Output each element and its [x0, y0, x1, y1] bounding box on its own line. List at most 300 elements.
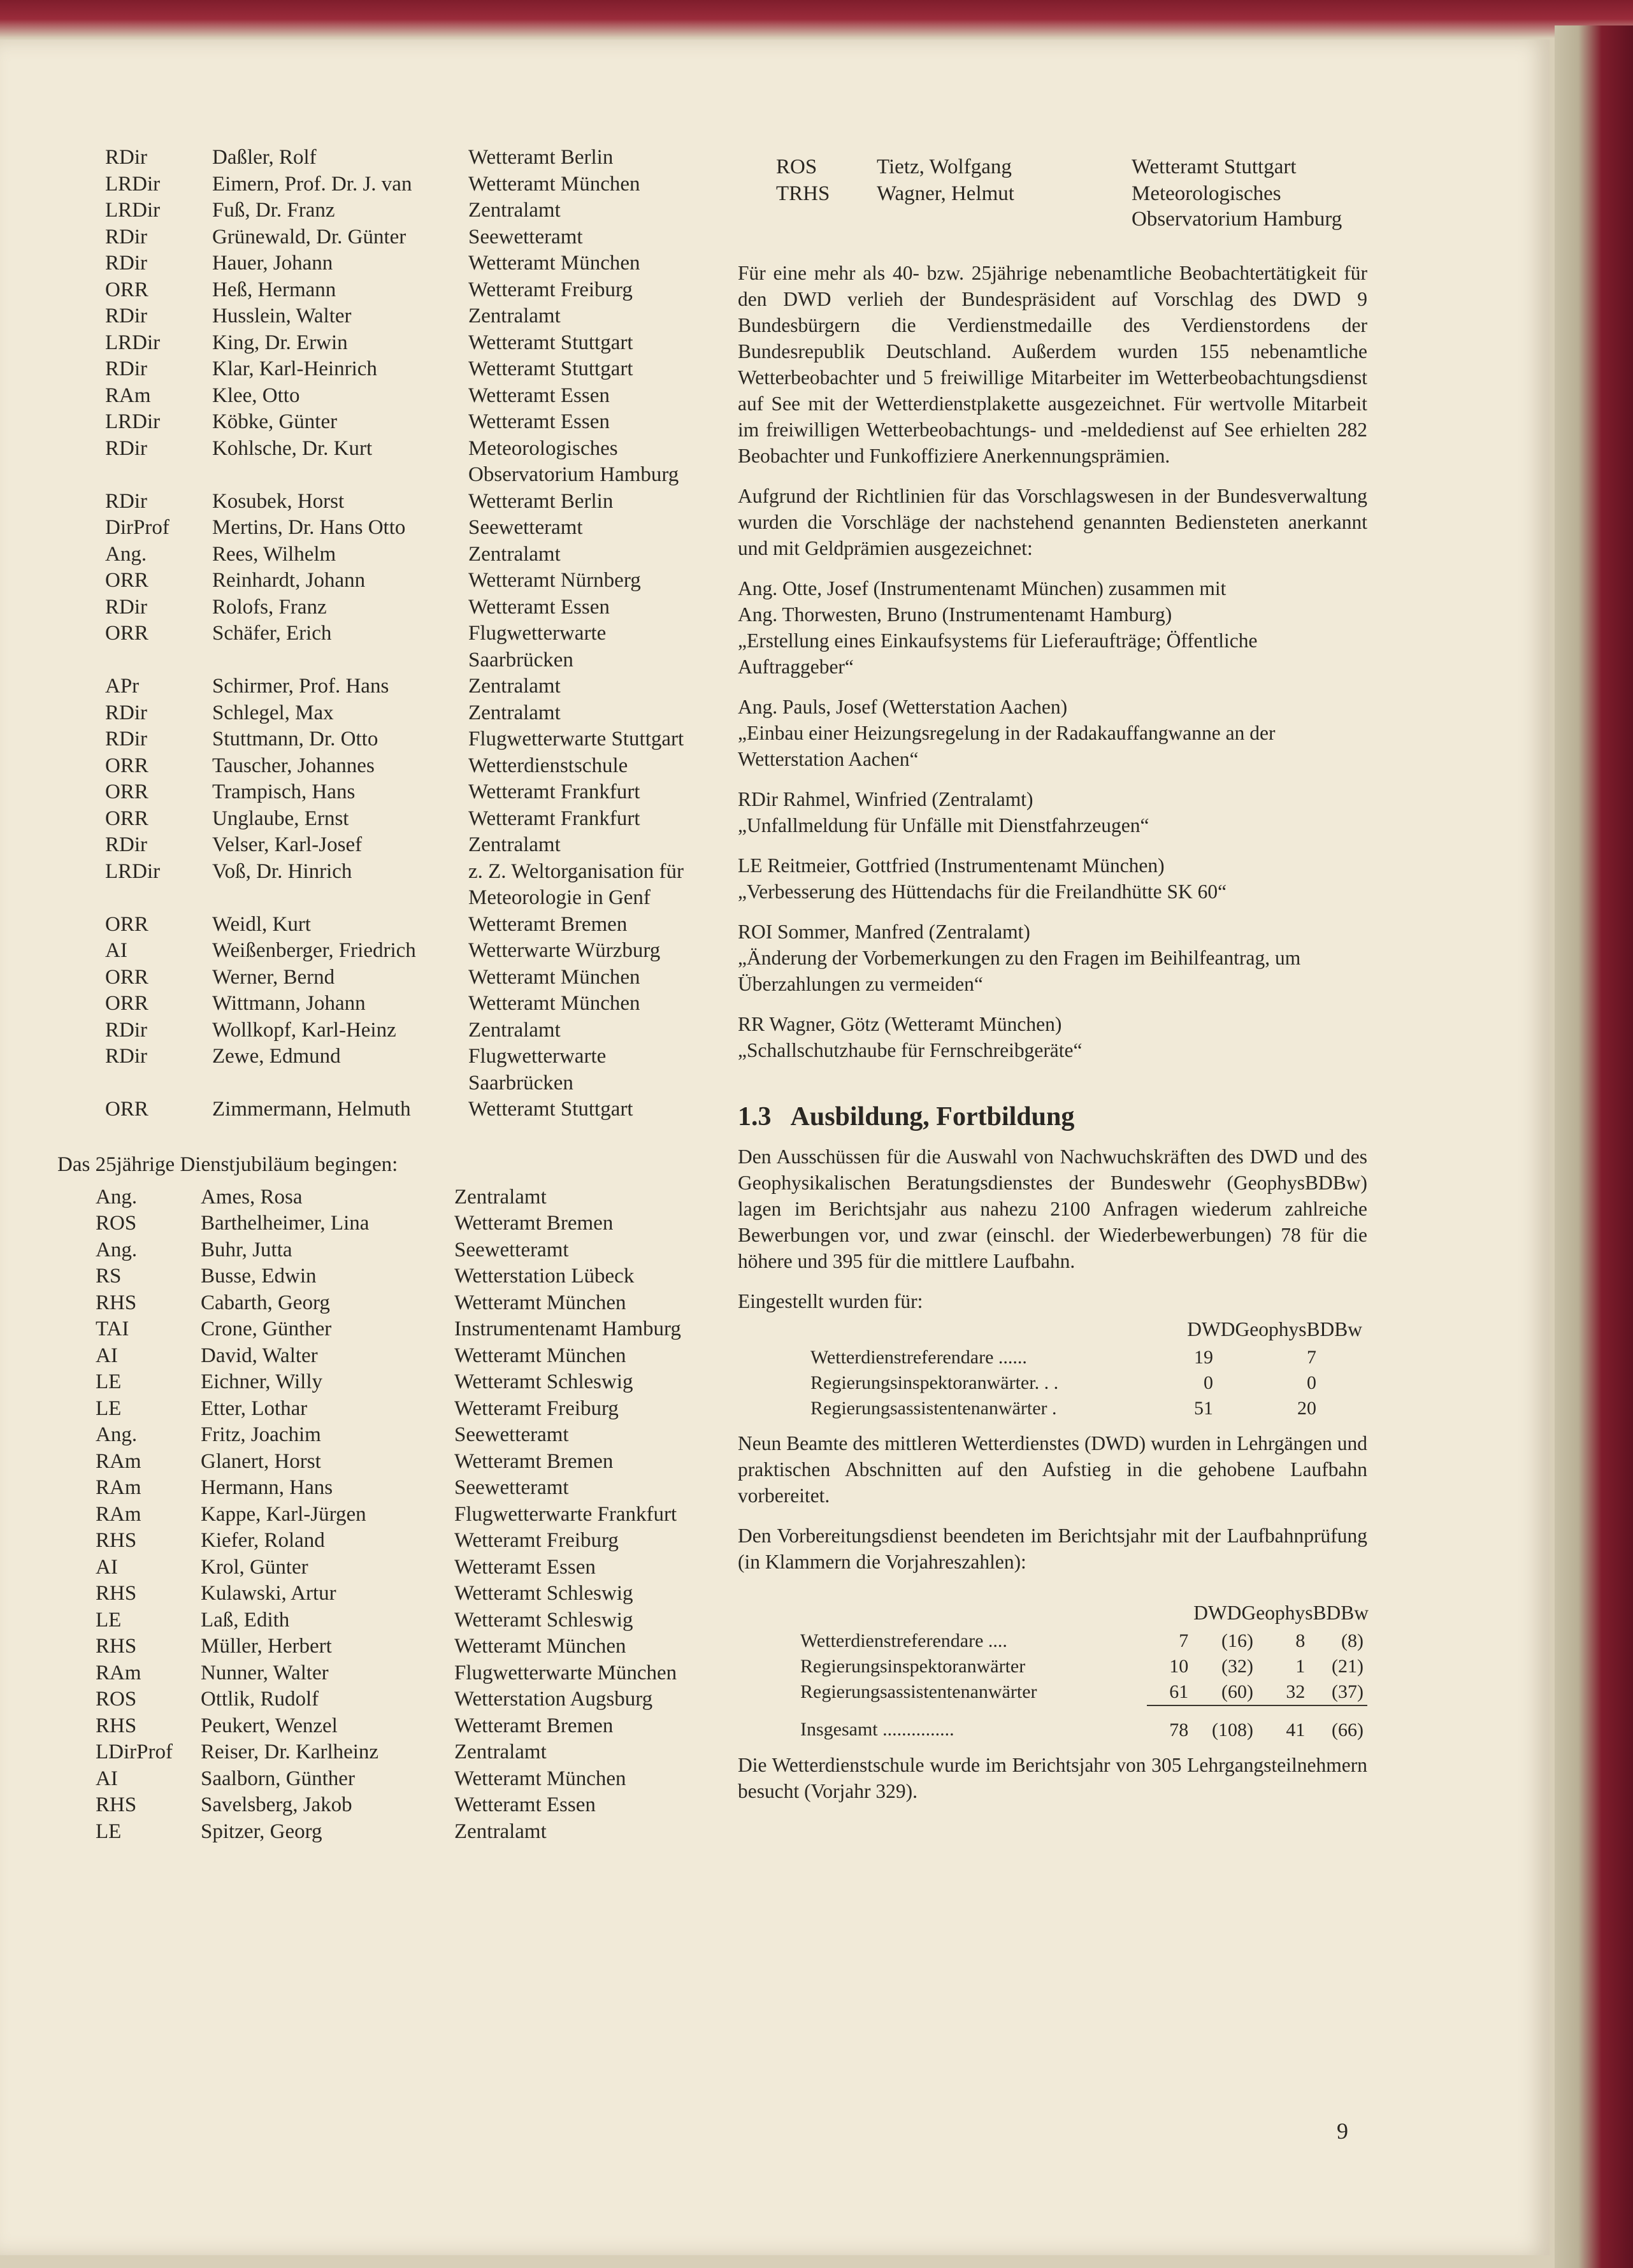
- row-label: Wetterdienstreferendare ....: [800, 1630, 1007, 1651]
- row-label: Wetterdienstreferendare ......: [810, 1346, 1027, 1368]
- person-office: z. Z. Weltorganisation für Meteorologie in Genf: [468, 859, 684, 909]
- list-item: [57, 1290, 707, 1317]
- person-office: Zentralamt: [454, 1185, 547, 1209]
- person-name: David, Walter: [201, 1344, 318, 1367]
- list-item: [57, 1184, 707, 1211]
- dwd-value: 7: [1179, 1630, 1189, 1651]
- person-title: ROS: [776, 155, 817, 178]
- list-item: [57, 197, 707, 224]
- person-name: Eichner, Willy: [201, 1370, 323, 1393]
- row-label: Insgesamt ...............: [800, 1719, 954, 1740]
- table-row: [796, 1679, 1367, 1705]
- training-paragraph-2: Neun Beamte des mittleren Wetterdienstes (DWD) wurden in Lehrgängen und praktischen Abschnitten auf den Aufstieg in die gehobene Laufbahn vorbereitet.: [738, 1432, 1367, 1507]
- person-title: RDir: [105, 252, 147, 275]
- person-name: Zewe, Edmund: [212, 1045, 341, 1068]
- list-item: [57, 330, 707, 357]
- person-name: Klee, Otto: [212, 384, 300, 407]
- row-label: Regierungsinspektoranwärter. . .: [810, 1372, 1059, 1393]
- list-item: [57, 1263, 707, 1290]
- person-title: ROS: [96, 1212, 137, 1235]
- dwd-value: 61: [1147, 1679, 1193, 1705]
- list-item: [57, 515, 707, 542]
- left-column: [57, 145, 707, 1845]
- proposal-line2: Ang. Thorwesten, Bruno (Instrumentenamt Hamburg): [738, 603, 1172, 626]
- list-item: [57, 594, 707, 621]
- person-title: ORR: [105, 965, 148, 989]
- person-office: Wetteramt Freiburg: [454, 1396, 619, 1420]
- row-label: Regierungsassistentenanwärter: [800, 1681, 1037, 1702]
- list-item: [57, 1554, 707, 1581]
- person-office: Wetteramt Schleswig: [454, 1370, 633, 1393]
- dwd-prev-value: (108): [1211, 1719, 1253, 1740]
- person-name: Müller, Herbert: [201, 1635, 332, 1658]
- person-name: Laß, Edith: [201, 1608, 290, 1632]
- person-name: Ottlik, Rudolf: [201, 1688, 319, 1711]
- list-item: [57, 1792, 707, 1819]
- proposal-line1: ROI Sommer, Manfred (Zentralamt): [738, 920, 1030, 943]
- person-title: RDir: [105, 595, 147, 619]
- person-title: RDir: [105, 225, 147, 248]
- list-item: [57, 568, 707, 594]
- person-office: Zentralamt: [468, 199, 561, 222]
- proposal-line2: „Änderung der Vorbemerkungen zu den Fragen im Beihilfeantrag, um Überzahlungen zu vermeiden“: [738, 946, 1301, 995]
- table2: [796, 1628, 1367, 1743]
- total-row: [796, 1705, 1367, 1743]
- person-office: Zentralamt: [468, 833, 561, 856]
- list-item: [57, 542, 707, 568]
- person-name: Grünewald, Dr. Günter: [212, 225, 406, 248]
- person-title: TAI: [96, 1317, 129, 1340]
- dwd-value: 10: [1169, 1655, 1189, 1677]
- list-item: [57, 912, 707, 938]
- list-item: [57, 1316, 707, 1343]
- person-office: Zentralamt: [468, 701, 561, 724]
- person-office: Wetteramt Bremen: [468, 912, 628, 936]
- person-office: Instrumentenamt Hamburg: [454, 1317, 681, 1340]
- person-title: LDirProf: [96, 1740, 173, 1763]
- table-row: [807, 1345, 1320, 1370]
- person-office: Wetteramt München: [468, 172, 640, 196]
- person-office: Wetterdienstschule: [468, 754, 628, 777]
- person-office: Wetterstation Augsburg: [454, 1688, 653, 1711]
- person-name: Barthelheimer, Lina: [201, 1212, 370, 1235]
- list-item: [57, 145, 707, 171]
- list-item: [57, 303, 707, 330]
- proposal-line3: „Erstellung eines Einkaufsystems für Lieferaufträge; Öffentliche Auftraggeber“: [738, 629, 1258, 678]
- page-number: 9: [1337, 2118, 1348, 2144]
- dwd-prev-value: (32): [1221, 1655, 1253, 1677]
- person-office: Wetteramt Essen: [468, 384, 610, 407]
- person-office: Wetteramt Freiburg: [454, 1529, 619, 1552]
- book-cover-top: [0, 0, 1633, 38]
- person-name: Krol, Günter: [201, 1555, 308, 1579]
- person-title: RDir: [105, 1018, 147, 1042]
- list-item: [57, 383, 707, 410]
- person-name: Spitzer, Georg: [201, 1819, 322, 1843]
- geophys-prev-value: (37): [1309, 1679, 1367, 1705]
- list-item: [57, 1210, 707, 1237]
- person-name: Nunner, Walter: [201, 1661, 329, 1684]
- person-title: AI: [96, 1344, 118, 1367]
- geophys-value: 1: [1295, 1655, 1306, 1677]
- person-title: LRDir: [105, 331, 161, 354]
- person-office: Zentralamt: [468, 1018, 561, 1042]
- person-title: RHS: [96, 1291, 137, 1314]
- list-item: [57, 250, 707, 277]
- person-title: ORR: [105, 278, 148, 301]
- person-office: Zentralamt: [454, 1740, 547, 1763]
- list-item: [57, 806, 707, 833]
- person-office: Wetteramt Stuttgart: [468, 331, 633, 354]
- proposal-item: [738, 694, 1367, 772]
- dwd-value: 78: [1169, 1719, 1189, 1740]
- person-title: AI: [96, 1767, 118, 1790]
- person-name: Hermann, Hans: [201, 1476, 333, 1499]
- eingestellt-label: Eingestellt wurden für:: [738, 1289, 923, 1312]
- list-item: [57, 621, 707, 673]
- list-item: [57, 1502, 707, 1528]
- list-item: [57, 1819, 707, 1846]
- person-name: King, Dr. Erwin: [212, 331, 348, 354]
- person-name: Crone, Günther: [201, 1317, 332, 1340]
- person-office: Zentralamt: [454, 1819, 547, 1843]
- row-label: Regierungsassistentenanwärter .: [810, 1397, 1057, 1419]
- person-office: Flugwetterwarte München: [454, 1661, 677, 1684]
- person-office: Meteorologisches Observatorium Hamburg: [468, 436, 679, 486]
- person-name: Unglaube, Ernst: [212, 807, 349, 830]
- list-item: [57, 277, 707, 304]
- list-item: [57, 171, 707, 198]
- person-office: Wetterstation Lübeck: [454, 1265, 635, 1288]
- list-item: [57, 1528, 707, 1554]
- person-office: Wetteramt Essen: [454, 1555, 596, 1579]
- proposal-item: [738, 919, 1367, 997]
- person-title: RDir: [105, 833, 147, 856]
- person-name: Reiser, Dr. Karlheinz: [201, 1740, 379, 1763]
- geophys-value: 7: [1307, 1346, 1316, 1368]
- training-paragraph-1: Den Ausschüssen für die Auswahl von Nachwuchskräften des DWD und des Geophysikalischen Beratungsdienstes der Bundeswehr (GeophysBDBw) lagen im Berichtsjahr aus nahezu 2100 Anfragen wiederum zahlreiche Bewerbungen vor, und zwar (einschl. der Wiederbewerbungen) 78 für die höhere und 395 für die mittlere Laufbahn.: [738, 1145, 1367, 1272]
- person-name: Saalborn, Günther: [201, 1767, 355, 1790]
- dwd-prev-value: (60): [1192, 1679, 1257, 1705]
- list-item: [57, 1017, 707, 1044]
- list-item: [57, 1449, 707, 1475]
- proposal-item: [738, 575, 1367, 680]
- proposal-item: [738, 1011, 1367, 1063]
- dwd-prev-value: (16): [1221, 1630, 1253, 1651]
- table2-header: DWDGeophysBDBw: [1193, 1601, 1369, 1624]
- person-office: Flugwetterwarte Saarbrücken: [468, 622, 607, 671]
- training-paragraph-3: Den Vorbereitungsdienst beendeten im Berichtsjahr mit der Laufbahnprüfung (in Klammern die Vorjahreszahlen):: [738, 1524, 1367, 1573]
- person-office: Wetteramt Essen: [468, 410, 610, 433]
- proposal-line2: „Schallschutzhaube für Fernschreibgeräte“: [738, 1038, 1083, 1061]
- person-office: Wetteramt Frankfurt: [468, 807, 640, 830]
- retirees-list: [57, 145, 707, 1123]
- person-name: Kulawski, Artur: [201, 1582, 336, 1605]
- person-office: Wetterwarte Würzburg: [468, 939, 661, 962]
- person-title: RHS: [96, 1793, 137, 1816]
- person-office: Flugwetterwarte Saarbrücken: [468, 1045, 607, 1095]
- list-item: [57, 938, 707, 965]
- person-office: Seewetteramt: [454, 1423, 569, 1446]
- person-name: Hauer, Johann: [212, 252, 333, 275]
- person-name: Mertins, Dr. Hans Otto: [212, 516, 406, 539]
- list-item: [57, 1396, 707, 1423]
- geophys-prev-value: (8): [1341, 1630, 1363, 1651]
- person-title: Ang.: [96, 1238, 138, 1261]
- proposal-line2: „Unfallmeldung für Unfälle mit Dienstfahrzeugen“: [738, 814, 1149, 836]
- person-name: Busse, Edwin: [201, 1265, 317, 1288]
- list-item: [57, 1739, 707, 1766]
- person-title: ORR: [105, 912, 148, 936]
- proposals-intro: Aufgrund der Richtlinien für das Vorschlagswesen in der Bundesverwaltung wurden die Vorschläge der nachstehend genannten Bediensteten anerkannt und mit Geldprämien ausgezeichnet:: [738, 484, 1367, 559]
- person-title: AI: [96, 1555, 118, 1579]
- person-title: RDir: [105, 1045, 147, 1068]
- person-name: Buhr, Jutta: [201, 1238, 292, 1261]
- person-title: ORR: [105, 807, 148, 830]
- table-row: [796, 1654, 1367, 1679]
- person-office: Seewetteramt: [468, 516, 583, 539]
- section-heading: [738, 1102, 1367, 1132]
- table-row: [796, 1628, 1367, 1654]
- person-office: Wetteramt Essen: [454, 1793, 596, 1816]
- list-item: [57, 859, 707, 912]
- person-name: Glanert, Horst: [201, 1449, 321, 1473]
- list-item: [57, 489, 707, 515]
- person-name: Zimmermann, Helmuth: [212, 1098, 411, 1121]
- person-name: Ames, Rosa: [201, 1185, 303, 1209]
- list-item: [57, 1475, 707, 1502]
- person-title: LRDir: [105, 172, 161, 196]
- list-item: [57, 726, 707, 753]
- section-number: 1.3: [738, 1102, 772, 1131]
- person-title: ORR: [105, 569, 148, 592]
- list-item: [57, 1633, 707, 1660]
- person-title: RAm: [96, 1661, 141, 1684]
- person-name: Savelsberg, Jakob: [201, 1793, 352, 1816]
- person-title: RAm: [105, 384, 151, 407]
- geophys-value: 20: [1297, 1397, 1316, 1419]
- person-name: Wagner, Helmut: [877, 182, 1014, 205]
- person-title: Ang.: [105, 542, 147, 566]
- person-title: LE: [96, 1396, 122, 1420]
- person-title: RDir: [105, 305, 147, 327]
- person-office: Wetteramt Freiburg: [468, 278, 633, 301]
- person-office: Wetteramt Bremen: [454, 1449, 614, 1473]
- person-title: RDir: [105, 357, 147, 380]
- person-title: RHS: [96, 1582, 137, 1605]
- jubilee-list: [57, 1184, 707, 1846]
- table1: [807, 1345, 1320, 1421]
- person-title: DirProf: [105, 516, 169, 539]
- training-paragraph-4: Die Wetterdienstschule wurde im Berichtsjahr von 305 Lehrgangsteilnehmern besucht (Vorjahr 329).: [738, 1753, 1367, 1802]
- person-office: Wetteramt Schleswig: [454, 1608, 633, 1632]
- person-title: LRDir: [105, 859, 161, 883]
- list-item: [57, 356, 707, 383]
- person-title: ORR: [105, 992, 148, 1015]
- person-office: Wetteramt Stuttgart: [1132, 155, 1297, 178]
- person-name: Schlegel, Max: [212, 701, 334, 724]
- list-item: [57, 436, 707, 489]
- person-office: Seewetteramt: [454, 1238, 569, 1261]
- person-name: Tietz, Wolfgang: [877, 155, 1012, 178]
- person-office: Wetteramt München: [454, 1344, 626, 1367]
- person-office: Wetteramt München: [454, 1767, 626, 1790]
- person-title: ORR: [105, 780, 148, 803]
- person-office: Meteorologisches Observatorium Hamburg: [1132, 182, 1342, 231]
- person-office: Wetteramt Bremen: [454, 1714, 614, 1737]
- list-item: [57, 1369, 707, 1396]
- person-title: LE: [96, 1608, 122, 1632]
- person-name: Rolofs, Franz: [212, 595, 327, 619]
- list-item: [57, 409, 707, 436]
- section-title: Ausbildung, Fortbildung: [790, 1102, 1075, 1131]
- list-item: [57, 1237, 707, 1264]
- person-office: Wetteramt Frankfurt: [468, 780, 640, 803]
- person-name: Fritz, Joachim: [201, 1423, 321, 1446]
- person-name: Kiefer, Roland: [201, 1529, 325, 1552]
- person-name: Rees, Wilhelm: [212, 542, 336, 566]
- person-title: ROS: [96, 1688, 137, 1711]
- person-title: Ang.: [96, 1185, 138, 1209]
- person-title: LE: [96, 1819, 122, 1843]
- person-title: RAm: [96, 1502, 141, 1526]
- list-item: [57, 991, 707, 1017]
- book-spine-edge: [1555, 25, 1633, 2268]
- retirees-list-continued: [738, 154, 1367, 232]
- person-name: Kohlsche, Dr. Kurt: [212, 436, 373, 460]
- dwd-value: 19: [1194, 1346, 1213, 1368]
- list-item: [57, 779, 707, 806]
- list-item: [57, 224, 707, 251]
- list-item: [57, 1686, 707, 1713]
- person-office: Wetteramt Berlin: [468, 146, 614, 169]
- person-title: LRDir: [105, 410, 161, 433]
- list-item: [57, 1660, 707, 1687]
- person-title: RDir: [105, 701, 147, 724]
- person-title: RDir: [105, 728, 147, 750]
- list-item: [57, 1607, 707, 1634]
- dwd-value: 0: [1204, 1372, 1213, 1393]
- person-title: RDir: [105, 146, 147, 169]
- person-title: ORR: [105, 754, 148, 777]
- person-office: Seewetteramt: [454, 1476, 569, 1499]
- proposal-line1: RR Wagner, Götz (Wetteramt München): [738, 1012, 1062, 1035]
- person-office: Wetteramt Stuttgart: [468, 1098, 633, 1121]
- person-name: Tauscher, Johannes: [212, 754, 375, 777]
- person-title: RHS: [96, 1635, 137, 1658]
- geophys-value: 8: [1295, 1630, 1306, 1651]
- list-item: [57, 1581, 707, 1607]
- list-item: [57, 1096, 707, 1123]
- table-row: [807, 1396, 1320, 1421]
- person-name: Eimern, Prof. Dr. J. van: [212, 172, 412, 196]
- person-name: Husslein, Walter: [212, 305, 352, 327]
- geophys-value: 41: [1286, 1719, 1306, 1740]
- person-name: Weidl, Kurt: [212, 912, 311, 936]
- person-office: Wetteramt Stuttgart: [468, 357, 633, 380]
- proposal-item: [738, 852, 1367, 905]
- person-name: Werner, Bernd: [212, 965, 335, 989]
- document-page: [0, 39, 1550, 2255]
- geophys-value: 0: [1307, 1372, 1316, 1393]
- person-office: Flugwetterwarte Frankfurt: [454, 1502, 677, 1526]
- person-title: RHS: [96, 1714, 137, 1737]
- person-office: Wetteramt München: [454, 1635, 626, 1658]
- award-paragraph: Für eine mehr als 40- bzw. 25jährige nebenamtliche Beobachtertätigkeit für den DWD verlieh der Bundespräsident auf Vorschlag des DWD 9 Bundesbürgern die Verdienstmedaille des Verdienstordens der Bundesrepublik Deutschland. Außerdem wurden 155 nebenamtliche Wetterbeobachter und 5 freiwillige Mitarbeiter im Wetterbeobachtungsdienst auf See mit der Wetterdienstplakette ausgezeichnet. Für wertvolle Mitarbeit im freiwilligen Wetterbeobachtungs- und -meldedienst auf See erhielten 282 Beobachter und Funkoffiziere Anerkennungsprämien.: [738, 261, 1367, 467]
- person-office: Wetteramt Essen: [468, 595, 610, 619]
- geophys-prev-value: (21): [1332, 1655, 1363, 1677]
- right-column: [738, 154, 1367, 1818]
- person-name: Etter, Lothar: [201, 1396, 308, 1420]
- person-office: Wetteramt München: [454, 1291, 626, 1314]
- list-item: [57, 1044, 707, 1096]
- person-office: Zentralamt: [468, 675, 561, 698]
- list-item: [57, 753, 707, 780]
- proposals-list: [738, 575, 1367, 1063]
- person-title: RAm: [96, 1449, 141, 1473]
- list-item: [57, 832, 707, 859]
- person-title: RHS: [96, 1529, 137, 1552]
- geophys-prev-value: (66): [1332, 1719, 1363, 1740]
- person-office: Wetteramt München: [468, 252, 640, 275]
- proposal-line1: Ang. Otte, Josef (Instrumentenamt München) zusammen mit: [738, 577, 1227, 599]
- proposal-item: [738, 786, 1367, 838]
- table1-header: DWDGeophysBDBw: [1187, 1317, 1362, 1340]
- proposal-line2: „Verbesserung des Hüttendachs für die Freilandhütte SK 60“: [738, 880, 1227, 903]
- person-title: AI: [105, 939, 127, 962]
- person-name: Weißenberger, Friedrich: [212, 939, 416, 962]
- person-name: Wollkopf, Karl-Heinz: [212, 1018, 396, 1042]
- list-item: [738, 181, 1367, 232]
- person-title: Ang.: [96, 1423, 138, 1446]
- person-office: Zentralamt: [468, 305, 561, 327]
- person-name: Schirmer, Prof. Hans: [212, 675, 389, 698]
- row-label: Regierungsinspektoranwärter: [800, 1655, 1026, 1677]
- proposal-line1: Ang. Pauls, Josef (Wetterstation Aachen): [738, 695, 1068, 718]
- list-item: [738, 154, 1367, 181]
- person-title: ORR: [105, 622, 148, 645]
- person-office: Wetteramt Nürnberg: [468, 569, 641, 592]
- geophys-value: 32: [1257, 1679, 1309, 1705]
- person-title: APr: [105, 675, 140, 698]
- person-title: RAm: [96, 1476, 141, 1499]
- person-name: Stuttmann, Dr. Otto: [212, 728, 378, 750]
- table-row: [807, 1370, 1320, 1396]
- person-name: Wittmann, Johann: [212, 992, 366, 1015]
- person-name: Peukert, Wenzel: [201, 1714, 338, 1737]
- person-office: Wetteramt Berlin: [468, 489, 614, 513]
- list-item: [57, 1766, 707, 1793]
- list-item: [57, 1343, 707, 1370]
- person-name: Reinhardt, Johann: [212, 569, 366, 592]
- person-name: Kosubek, Horst: [212, 489, 345, 513]
- person-title: LE: [96, 1370, 122, 1393]
- proposal-line1: LE Reitmeier, Gottfried (Instrumentenamt München): [738, 854, 1165, 877]
- list-item: [57, 673, 707, 700]
- person-name: Trampisch, Hans: [212, 780, 356, 803]
- dwd-value: 51: [1194, 1397, 1213, 1419]
- person-title: TRHS: [776, 182, 830, 205]
- person-name: Schäfer, Erich: [212, 622, 332, 645]
- person-name: Voß, Dr. Hinrich: [212, 859, 352, 883]
- person-name: Fuß, Dr. Franz: [212, 199, 335, 222]
- person-title: LRDir: [105, 199, 161, 222]
- proposal-line1: RDir Rahmel, Winfried (Zentralamt): [738, 787, 1033, 810]
- jubilee-label: Das 25jährige Dienstjubiläum begingen:: [57, 1152, 398, 1176]
- person-title: ORR: [105, 1098, 148, 1121]
- person-office: Zentralamt: [468, 542, 561, 566]
- person-office: Flugwetterwarte Stuttgart: [468, 728, 684, 750]
